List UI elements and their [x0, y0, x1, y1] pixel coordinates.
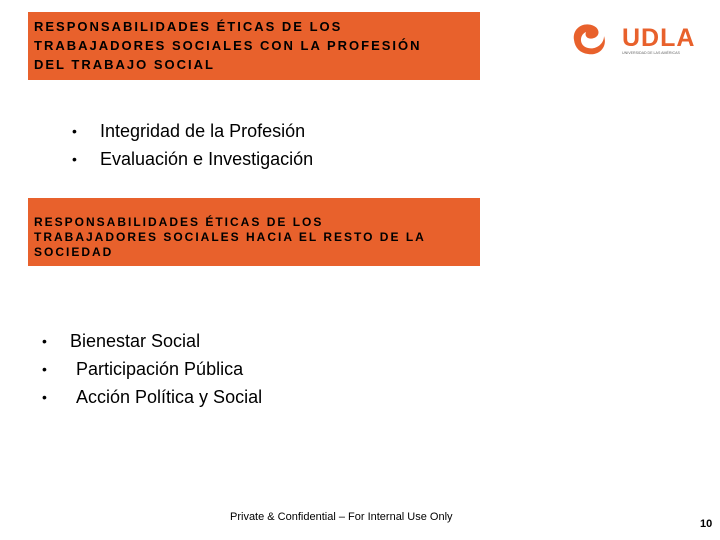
banner-line: RESPONSABILIDADES ÉTICAS DE LOS: [34, 215, 324, 229]
banner-line: TRABAJADORES SOCIALES CON LA PROFESIÓN: [34, 38, 422, 53]
list-item-label: Integridad de la Profesión: [100, 121, 306, 141]
page-number: 10: [700, 518, 713, 530]
banner-line: DEL TRABAJO SOCIAL: [34, 57, 215, 72]
udla-wordmark: UDLA: [622, 24, 696, 52]
list-item-label: Participación Pública: [76, 359, 244, 379]
udla-swirl-icon: [574, 24, 605, 54]
bullet-icon: •: [72, 151, 77, 167]
udla-tagline: UNIVERSIDAD DE LAS AMÉRICAS: [622, 51, 680, 55]
bullet-icon: •: [42, 389, 47, 405]
banner-line: TRABAJADORES SOCIALES HACIA EL RESTO DE LA: [34, 230, 426, 244]
confidentiality-footer: Private & Confidential – For Internal Use Only: [230, 511, 453, 523]
banner-line: SOCIEDAD: [34, 245, 114, 259]
bullet-icon: •: [42, 361, 47, 377]
udla-logo: [568, 16, 696, 60]
banner-line: RESPONSABILIDADES ÉTICAS DE LOS: [34, 19, 343, 34]
bullet-icon: •: [42, 333, 47, 349]
bullet-icon: •: [72, 123, 77, 139]
list-item-label: Bienestar Social: [70, 331, 201, 351]
list-item-label: Acción Política y Social: [76, 387, 263, 407]
section-banner-professional: [28, 12, 480, 80]
list-item-label: Evaluación e Investigación: [100, 149, 314, 169]
section-banner-society: [28, 198, 480, 266]
